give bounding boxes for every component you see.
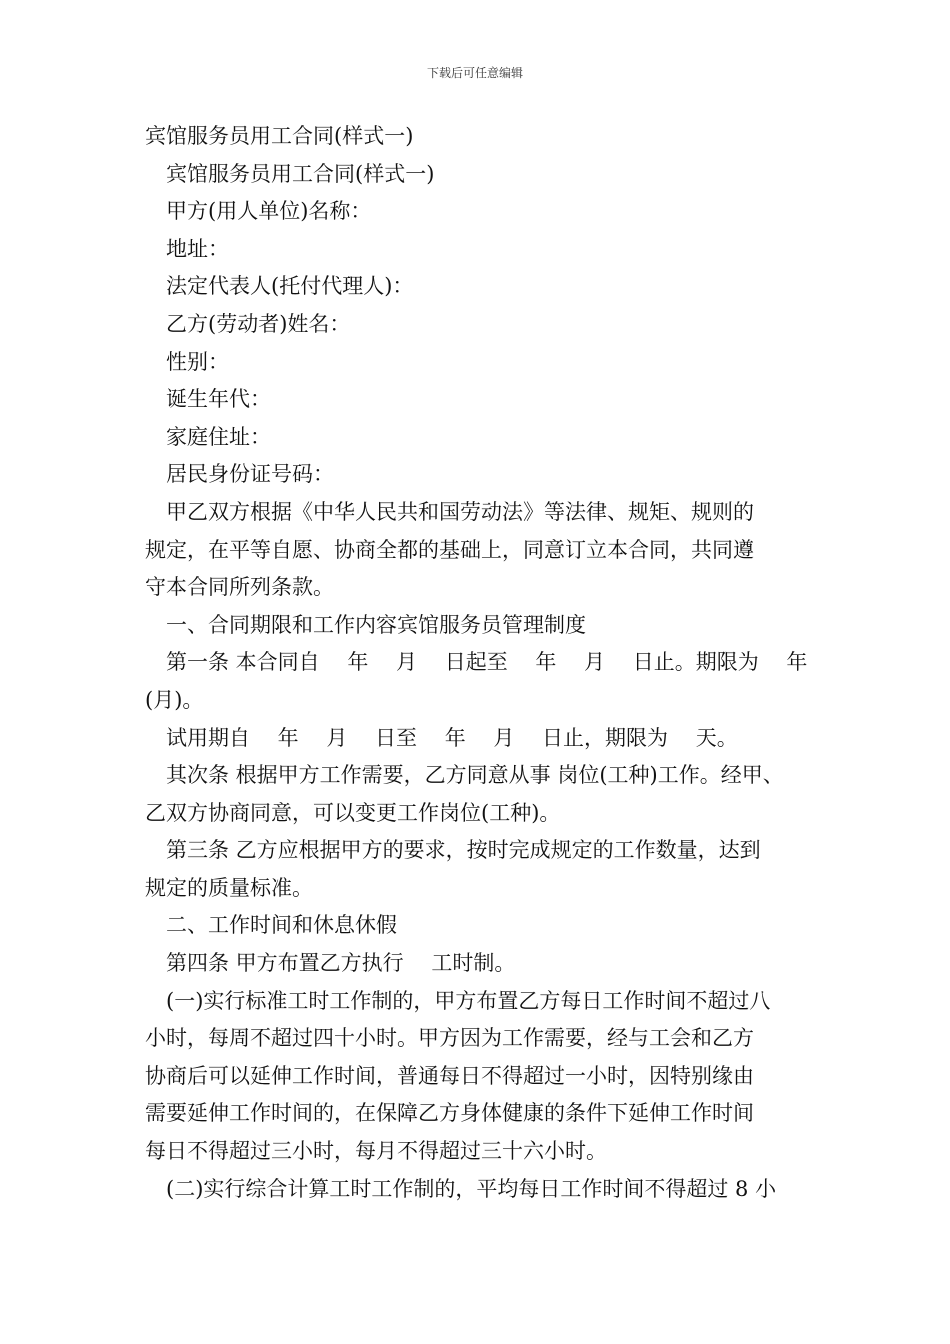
field-employee-name: 乙方(劳动者)姓名： [166,311,351,336]
item-1-line: 协商后可以延伸工作时间，普通每日不得超过一小时，因特别缘由 [145,1063,754,1088]
item-1-line: (一)实行标准工时工作制的，甲方布置乙方每日工作时间不超过八 [166,988,771,1013]
intro-line: 规定，在平等自愿、协商全都的基础上，同意订立本合同，共同遵 [145,537,754,562]
article-4-line: 第四条 甲方布置乙方执行 工时制。 [166,951,516,976]
document-subtitle: 宾馆服务员用工合同(样式一) [166,161,435,186]
article-1-line: (月)。 [145,687,204,712]
field-legal-representative: 法定代表人(托付代理人)： [166,274,414,299]
article-3-line: 第三条 乙方应根据甲方的要求，按时完成规定的工作数量，达到 [166,838,761,863]
article-2-line: 其次条 根据甲方工作需要，乙方同意从事 岗位(工种)工作。经甲、 [166,763,784,788]
section-2-heading: 二、工作时间和休息休假 [166,913,397,938]
field-home-address: 家庭住址： [166,424,271,449]
intro-line: 守本合同所列条款。 [145,575,334,600]
item-1-line: 每日不得超过三小时，每月不得超过三十六小时。 [145,1139,607,1164]
article-3-line: 规定的质量标准。 [145,875,313,900]
field-employer-name: 甲方(用人单位)名称： [166,199,372,224]
item-1-line: 需要延伸工作时间的，在保障乙方身体健康的条件下延伸工作时间 [145,1101,754,1126]
header-note: 下载后可任意编辑 [426,66,523,80]
section-1-heading: 一、合同期限和工作内容宾馆服务员管理制度 [166,612,586,637]
article-1-line: 第一条 本合同自 年 月 日起至 年 月 日止。期限为 年 [166,650,808,675]
article-2-line: 乙双方协商同意，可以变更工作岗位(工种)。 [145,800,561,825]
field-gender: 性别： [166,349,229,374]
field-birth-date: 诞生年代： [166,387,271,412]
document-body [145,118,810,1208]
item-1-line: 小时，每周不超过四十小时。甲方因为工作需要，经与工会和乙方 [145,1026,754,1051]
probation-line: 试用期自 年 月 日至 年 月 日止，期限为 天。 [166,725,738,750]
field-address: 地址： [166,236,229,261]
item-2-line: (二)实行综合计算工时工作制的，平均每日工作时间不得超过 8 小 [166,1176,777,1201]
field-id-number: 居民身份证号码： [166,462,334,487]
document-title: 宾馆服务员用工合同(样式一) [145,124,414,148]
intro-line: 甲乙双方根据《中华人民共和国劳动法》等法律、规矩、规则的 [166,499,754,524]
